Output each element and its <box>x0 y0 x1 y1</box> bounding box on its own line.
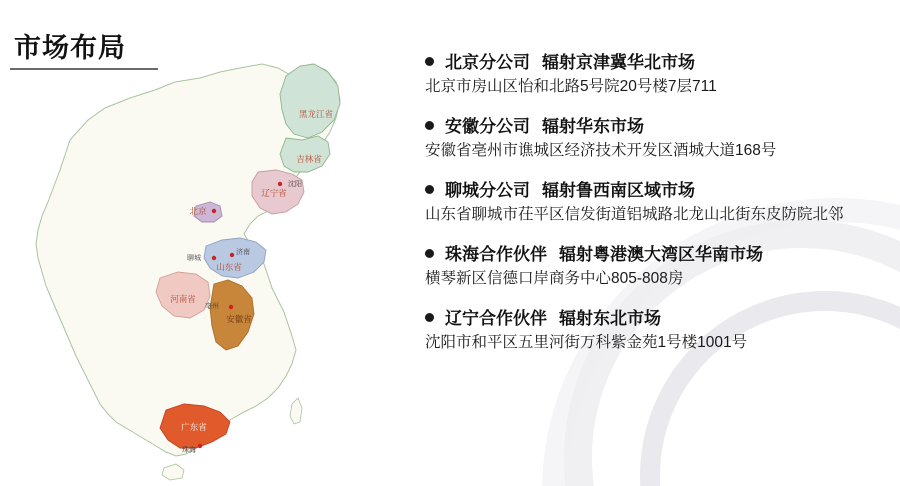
bullet-icon <box>425 121 434 130</box>
market-item-zhuhai <box>425 240 890 290</box>
market-address: 横琴新区信德口岸商务中心805-808房 <box>425 269 684 287</box>
market-head <box>425 304 890 329</box>
map-label-heilongjiang: 黑龙江省 <box>298 109 334 119</box>
bullet-icon <box>425 57 434 66</box>
map-label-jilin: 吉林省 <box>296 154 322 164</box>
city-dot-liaocheng <box>212 256 216 260</box>
market-item-liaocheng <box>425 176 890 226</box>
china-map <box>0 20 420 486</box>
map-label-anhui: 安徽省 <box>226 314 252 324</box>
market-item-anhui <box>425 112 890 162</box>
map-label-shenyang: 沈阳 <box>288 181 302 188</box>
market-address: 山东省聊城市茌平区信发街道铝城路北龙山北街东皮防院北邻 <box>425 205 844 223</box>
page-title: 市场布局 <box>14 33 126 63</box>
market-name: 辽宁合作伙伴 <box>445 308 547 328</box>
island-taiwan <box>290 398 302 424</box>
market-address: 北京市房山区怡和北路5号院20号楼7层711 <box>425 78 717 95</box>
market-scope: 辐射鲁西南区域市场 <box>542 180 695 200</box>
market-address: 安徽省亳州市谯城区经济技术开发区酒城大道168号 <box>425 141 777 159</box>
map-label-jinan: 济南 <box>236 249 250 256</box>
city-dot-shenyang <box>278 182 282 186</box>
map-label-zhuhai: 珠海 <box>182 447 196 454</box>
map-label-henan: 河南省 <box>170 294 196 304</box>
market-head <box>425 240 890 265</box>
map-label-liaoning: 辽宁省 <box>261 188 287 198</box>
island-hainan <box>162 464 184 480</box>
market-name: 聊城分公司 <box>445 180 530 200</box>
market-address: 沈阳市和平区五里河街万科紫金苑1号楼1001号 <box>425 333 748 351</box>
market-scope: 辐射东北市场 <box>559 308 661 328</box>
market-scope: 辐射京津冀华北市场 <box>542 53 695 72</box>
map-label-shandong: 山东省 <box>216 262 242 272</box>
map-label-beijing: 北京 <box>189 206 207 216</box>
market-item-beijing <box>425 48 890 98</box>
city-dot-zhuhai <box>198 444 202 448</box>
city-dot-beijing <box>212 209 216 213</box>
map-label-liaocheng: 聊城 <box>187 255 201 262</box>
city-dot-jinan <box>230 253 234 257</box>
market-scope: 辐射粤港澳大湾区华南市场 <box>559 244 763 264</box>
city-dot-bozhou <box>229 305 233 309</box>
map-label-guangdong: 广东省 <box>181 422 207 432</box>
bullet-icon <box>425 249 434 258</box>
market-name: 北京分公司 <box>445 53 530 72</box>
bullet-icon <box>425 185 434 194</box>
market-name: 珠海合作伙伴 <box>445 244 547 264</box>
market-list <box>425 48 890 368</box>
market-scope: 辐射华东市场 <box>542 116 644 136</box>
map-label-bozhou: 亳州 <box>205 303 219 310</box>
bullet-icon <box>425 313 434 322</box>
market-item-liaoning <box>425 304 890 354</box>
market-head <box>425 48 890 73</box>
market-head <box>425 112 890 137</box>
market-head <box>425 176 890 201</box>
market-name: 安徽分公司 <box>445 116 530 136</box>
